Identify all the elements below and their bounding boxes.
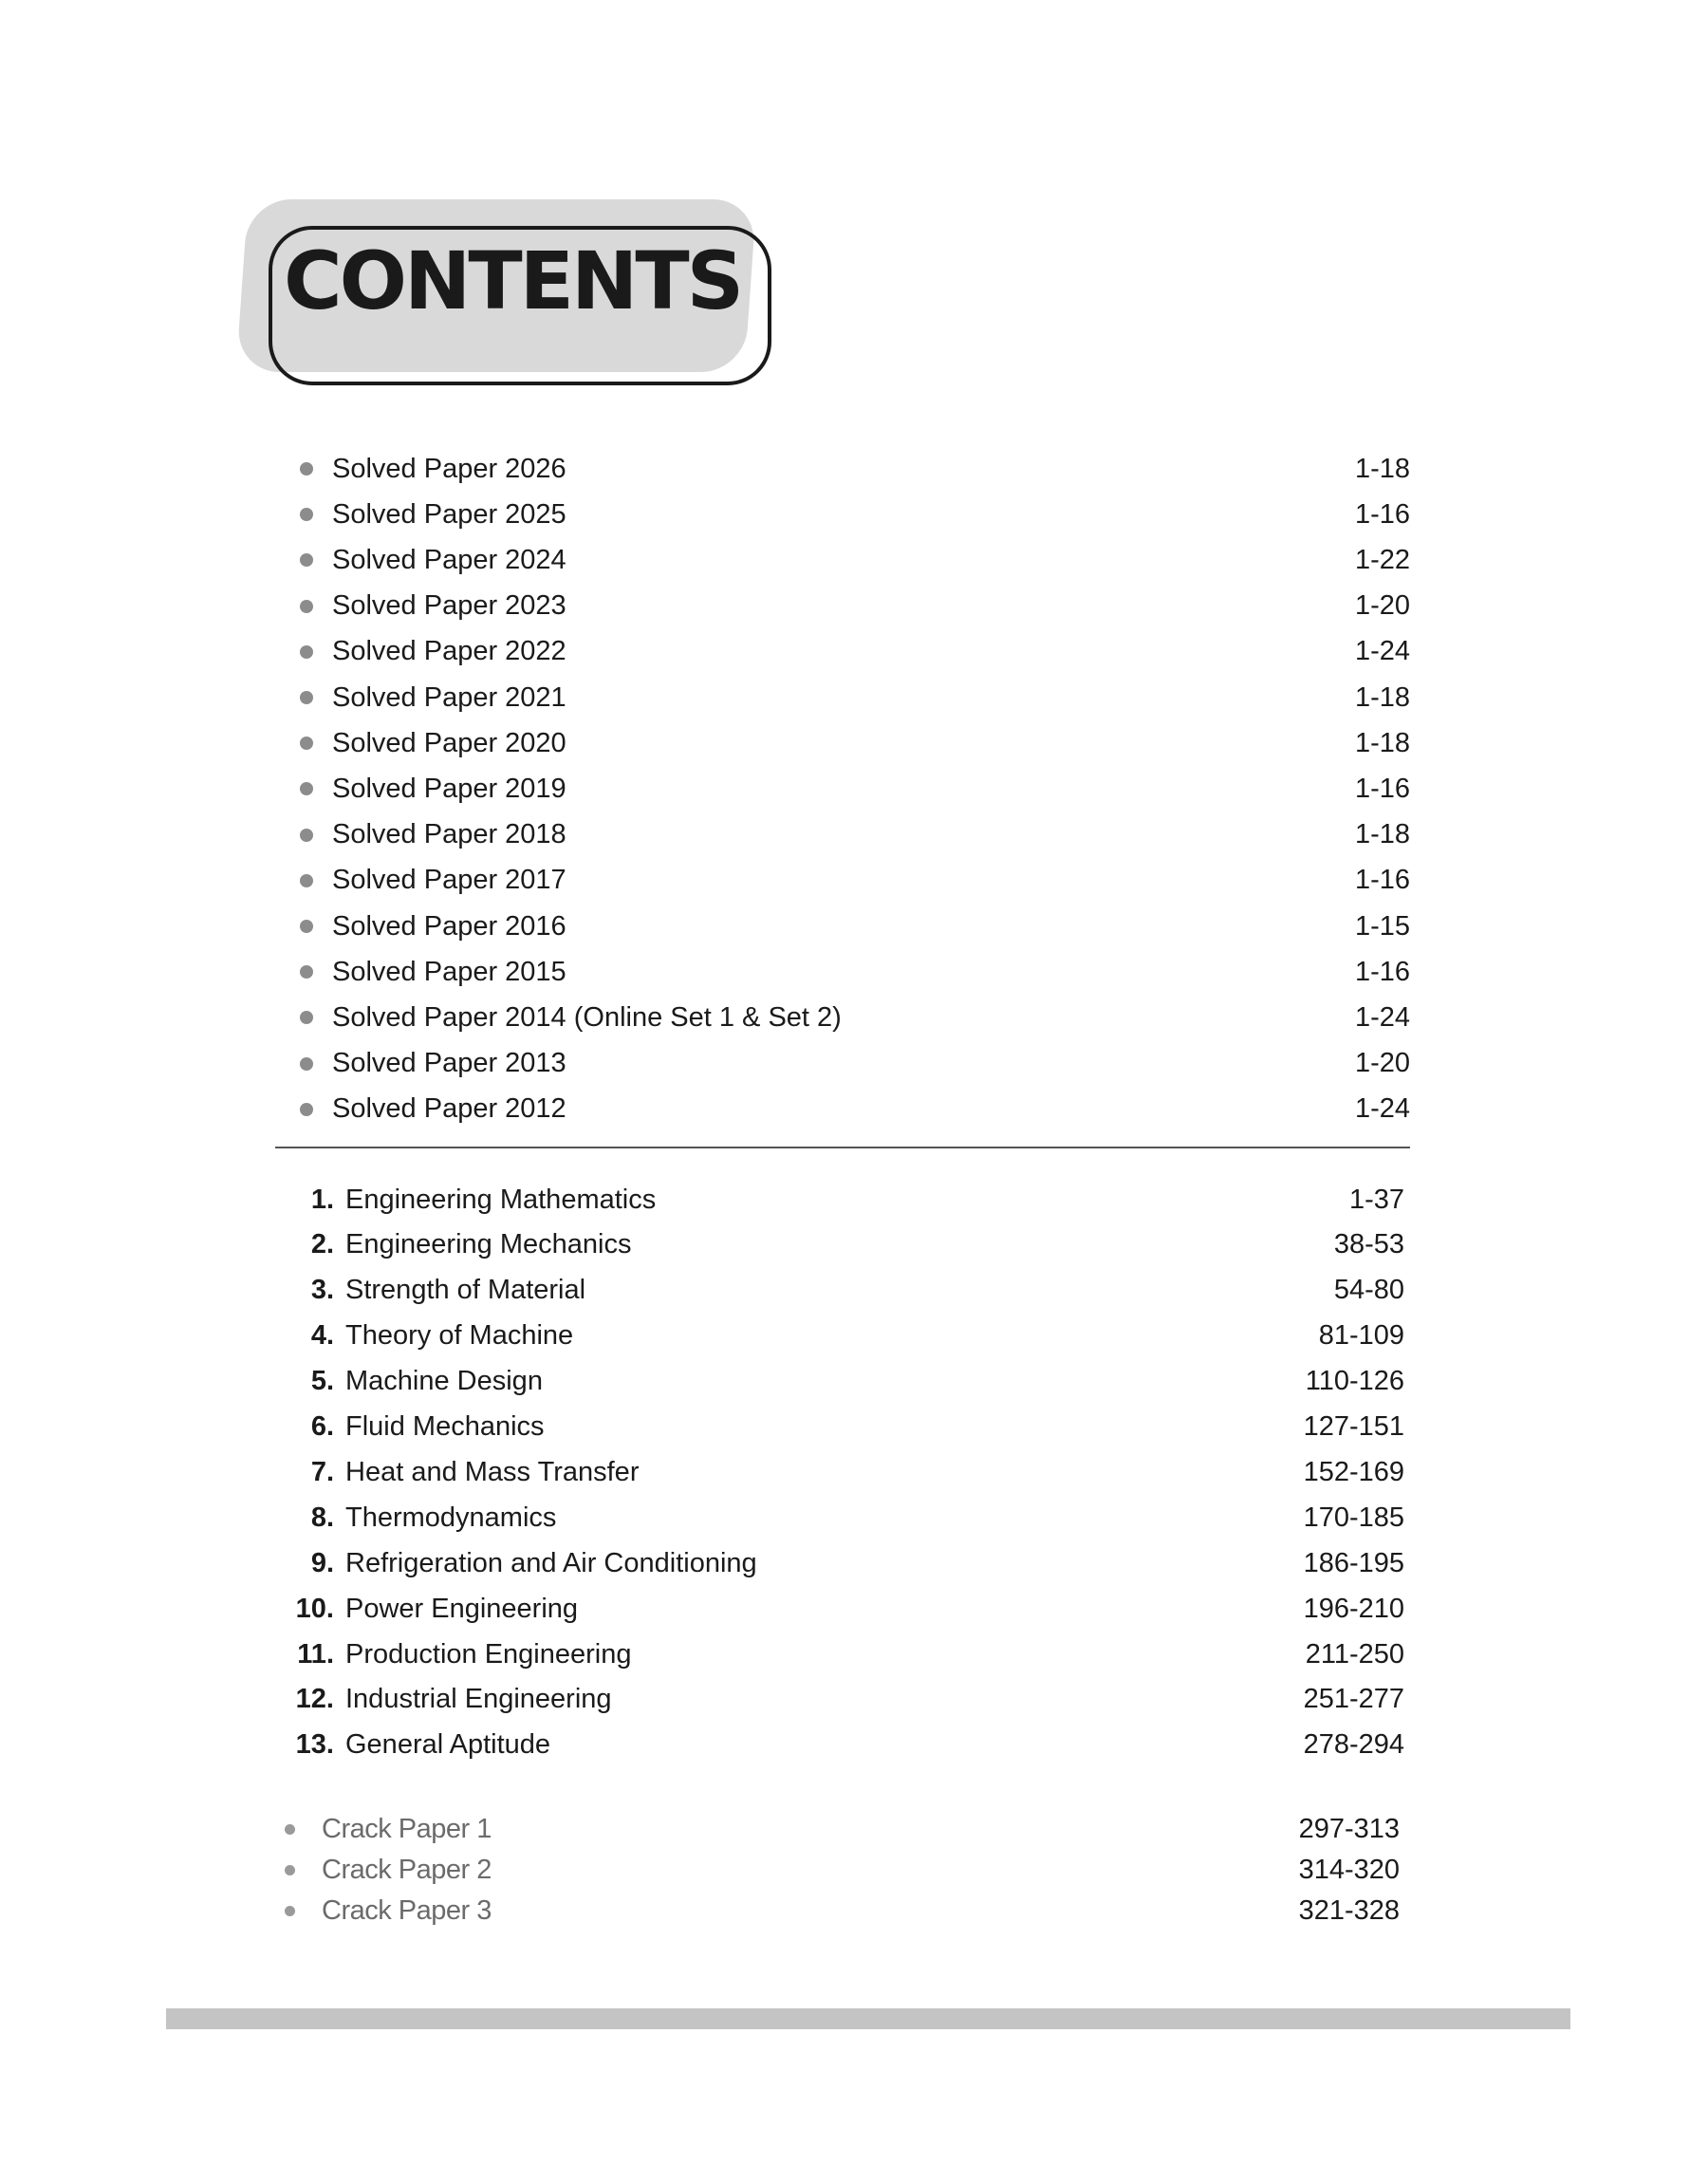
solved-paper-label: Solved Paper 2025 (332, 498, 566, 530)
solved-paper-label: Solved Paper 2012 (332, 1093, 566, 1125)
bullet-icon (300, 553, 313, 567)
crack-paper-row (285, 1809, 1400, 1850)
page-range: 1-16 (1354, 773, 1410, 804)
chapter-row (285, 1677, 1404, 1723)
bullet-icon (285, 1824, 295, 1835)
page-range: 1-18 (1354, 453, 1410, 484)
chapter-row (285, 1723, 1404, 1768)
bullet-icon (285, 1865, 295, 1875)
solved-paper-label: Solved Paper 2014 (Online Set 1 & Set 2) (332, 1001, 842, 1033)
chapter-title: General Aptitude (345, 1729, 551, 1761)
page-range: 110-126 (1305, 1366, 1404, 1397)
page-range: 1-20 (1354, 1048, 1410, 1079)
chapter-title: Fluid Mechanics (345, 1411, 545, 1442)
solved-paper-row (300, 720, 1410, 766)
chapter-number: 11. (297, 1638, 334, 1670)
bullet-icon (300, 600, 313, 613)
page-range: 81-109 (1318, 1320, 1404, 1352)
chapter-number: 12. (295, 1684, 334, 1715)
page-title: CONTENTS (284, 234, 742, 327)
chapter-row (285, 1222, 1404, 1268)
solved-paper-label: Solved Paper 2022 (332, 636, 566, 667)
chapter-number: 10. (295, 1593, 334, 1624)
solved-paper-label: Solved Paper 2013 (332, 1048, 566, 1079)
chapter-number: 5. (310, 1366, 334, 1397)
bullet-icon (300, 1057, 313, 1071)
page-range: 1-18 (1354, 727, 1410, 758)
page-range: 1-24 (1354, 636, 1410, 667)
bullet-icon (300, 508, 313, 521)
chapter-number: 9. (310, 1547, 334, 1578)
chapter-row (285, 1540, 1404, 1586)
page-range: 1-16 (1354, 956, 1410, 987)
page-range: 1-16 (1354, 498, 1410, 530)
chapter-number: 4. (310, 1320, 334, 1352)
chapter-row (285, 1268, 1404, 1314)
page-range: 297-313 (1298, 1814, 1400, 1844)
solved-paper-label: Solved Paper 2019 (332, 773, 566, 804)
page-range: 211-250 (1305, 1638, 1404, 1670)
chapter-row (285, 1359, 1404, 1405)
footer-bar (166, 2008, 1570, 2029)
chapter-number: 2. (310, 1229, 334, 1260)
chapter-title: Heat and Mass Transfer (345, 1456, 640, 1487)
page-range: 170-185 (1303, 1502, 1404, 1533)
bullet-icon (300, 874, 313, 887)
chapter-number: 6. (310, 1411, 334, 1442)
solved-paper-label: Solved Paper 2015 (332, 956, 566, 987)
chapter-number: 13. (295, 1729, 334, 1761)
solved-paper-label: Solved Paper 2023 (332, 590, 566, 622)
page-range: 251-277 (1303, 1684, 1404, 1715)
crack-paper-row (285, 1850, 1400, 1891)
solved-paper-label: Solved Paper 2026 (332, 453, 566, 484)
contents-header (242, 199, 773, 389)
page-range: 1-16 (1354, 865, 1410, 896)
page-range: 127-151 (1303, 1411, 1404, 1442)
page-range: 186-195 (1303, 1547, 1404, 1578)
page-range: 1-20 (1354, 590, 1410, 622)
chapter-row (285, 1495, 1404, 1540)
bullet-icon (300, 645, 313, 659)
solved-paper-row (300, 675, 1410, 720)
chapter-title: Engineering Mathematics (345, 1184, 657, 1215)
page-range: 321-328 (1298, 1895, 1400, 1926)
solved-paper-label: Solved Paper 2024 (332, 544, 566, 575)
solved-paper-row (300, 629, 1410, 675)
bullet-icon (300, 965, 313, 979)
bullet-icon (300, 782, 313, 795)
solved-paper-row (300, 1087, 1410, 1132)
chapter-number: 3. (310, 1275, 334, 1306)
chapter-title: Refrigeration and Air Conditioning (345, 1547, 757, 1578)
page-range: 1-18 (1354, 819, 1410, 850)
solved-paper-row (300, 812, 1410, 858)
solved-paper-row (300, 858, 1410, 904)
crack-paper-label: Crack Paper 1 (322, 1814, 492, 1844)
solved-paper-label: Solved Paper 2018 (332, 819, 566, 850)
chapter-title: Industrial Engineering (345, 1684, 612, 1715)
solved-paper-row (300, 995, 1410, 1040)
section-divider (275, 1147, 1410, 1148)
chapter-title: Strength of Material (345, 1275, 586, 1306)
solved-paper-row (300, 904, 1410, 949)
page-range: 1-15 (1354, 910, 1410, 942)
solved-paper-label: Solved Paper 2016 (332, 910, 566, 942)
page-range: 1-37 (1348, 1184, 1404, 1215)
bullet-icon (300, 920, 313, 933)
solved-paper-row (300, 537, 1410, 583)
solved-paper-label: Solved Paper 2021 (332, 681, 566, 713)
bullet-icon (300, 829, 313, 842)
bullet-icon (300, 1011, 313, 1024)
chapter-row (285, 1586, 1404, 1632)
chapter-row (285, 1632, 1404, 1677)
chapter-row (285, 1177, 1404, 1222)
crack-paper-label: Crack Paper 3 (322, 1895, 492, 1926)
chapter-title: Machine Design (345, 1366, 543, 1397)
solved-paper-row (300, 1041, 1410, 1087)
solved-paper-row (300, 949, 1410, 995)
crack-paper-label: Crack Paper 2 (322, 1855, 492, 1885)
solved-paper-row (300, 584, 1410, 629)
chapter-number: 7. (310, 1456, 334, 1487)
chapter-title: Engineering Mechanics (345, 1229, 632, 1260)
chapter-title: Production Engineering (345, 1638, 632, 1670)
bullet-icon (300, 1103, 313, 1116)
chapter-number: 8. (310, 1502, 334, 1533)
bullet-icon (300, 737, 313, 750)
page-range: 1-24 (1354, 1001, 1410, 1033)
page-range: 1-22 (1354, 544, 1410, 575)
bullet-icon (285, 1906, 295, 1916)
page-range: 1-24 (1354, 1093, 1410, 1125)
chapter-title: Power Engineering (345, 1593, 579, 1624)
page-range: 38-53 (1333, 1229, 1404, 1260)
chapter-row (285, 1405, 1404, 1450)
chapter-number: 1. (310, 1184, 334, 1215)
bullet-icon (300, 691, 313, 704)
solved-paper-label: Solved Paper 2020 (332, 727, 566, 758)
crack-paper-row (285, 1891, 1400, 1931)
page-range: 278-294 (1303, 1729, 1404, 1761)
page-range: 314-320 (1298, 1855, 1400, 1885)
page-range: 54-80 (1333, 1275, 1404, 1306)
solved-paper-row (300, 446, 1410, 492)
page-range: 1-18 (1354, 681, 1410, 713)
chapter-title: Thermodynamics (345, 1502, 557, 1533)
page-range: 196-210 (1303, 1593, 1404, 1624)
solved-paper-row (300, 766, 1410, 812)
page-range: 152-169 (1303, 1456, 1404, 1487)
chapter-title: Theory of Machine (345, 1320, 574, 1352)
bullet-icon (300, 462, 313, 476)
solved-paper-label: Solved Paper 2017 (332, 865, 566, 896)
solved-paper-row (300, 492, 1410, 537)
chapter-row (285, 1314, 1404, 1359)
chapter-row (285, 1449, 1404, 1495)
